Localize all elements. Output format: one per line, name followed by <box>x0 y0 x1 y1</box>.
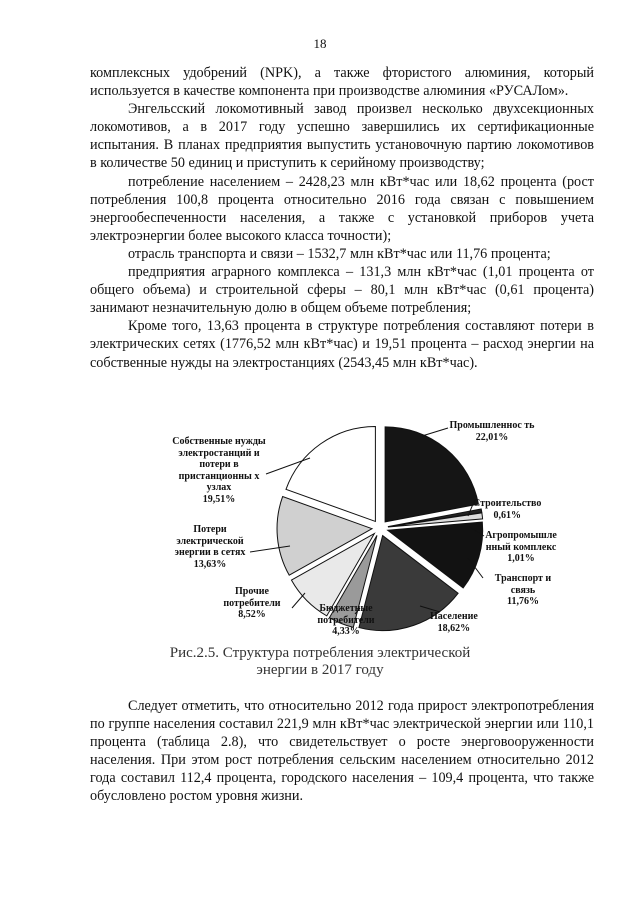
bottom-text-block <box>90 697 594 806</box>
label-own-needs: Собственные нужды электростанций и потери в пристанционны х узлах 19,51% <box>172 436 266 505</box>
top-text-block <box>90 64 594 372</box>
paragraph-population-growth: Следует отметить, что относительно 2012 года прирост электропотребления по группе населения составил 221,9 млн кВт*час электрической энергии или 110,1 процента (таблица 2.8), что свидетельствует о росте энерговооруженности населения. При этом рост потребления сельским населением относительно 2012 года составил 112,4 процента, городского населения – 109,4 процента, что также обусловлено ростом уровня жизни. <box>90 698 594 805</box>
paragraph-population-consumption: потребление населением – 2428,23 млн кВт*час или 18,62 процента (рост потребления 100,8 процента относительно 2016 года связан с повышением энергообеспеченности населения, а также с установкой приборов учета электроэнергии более высокого класса точности); <box>90 173 594 244</box>
label-agro: Агропромышле нный комплекс 1,01% <box>485 530 557 564</box>
paragraph-locomotive-plant: Энгельсский локомотивный завод произвел несколько двухсекционных локомотивов, а в 2017 году успешно завершились их сертификационные испытания. В планах предприятия выпустить установочную партию локомотивов в количестве 50 единиц и приступить к серийному производству; <box>90 101 594 172</box>
label-population: Население 18,62% <box>430 611 478 634</box>
figure-caption-line2: энергии в 2017 году <box>256 662 384 678</box>
label-construction: Строительство 0,61% <box>473 498 542 521</box>
figure-caption-line1: Рис.2.5. Структура потребления электрической <box>169 645 471 661</box>
page-number: 18 <box>313 36 327 51</box>
leader-line-0 <box>422 428 448 436</box>
paragraph-fertilizers: комплексных удобрений (NPK), а также фтористого алюминия, который используется в качестве компонента при производстве алюминия «РУСАЛом». <box>90 65 594 100</box>
label-budget: Бюджетные потребители 4,33% <box>317 603 375 637</box>
label-other: Прочие потребители 8,52% <box>223 586 281 620</box>
label-industry: Промышленнос ть 22,01% <box>449 420 535 443</box>
label-transport: Транспорт и связь 11,76% <box>494 573 552 607</box>
consumption-pie-chart <box>150 418 600 648</box>
paragraph-agro-construction: предприятия аграрного комплекса – 131,3 млн кВт*час (1,01 процента от общего объема) и строительной сферы – 80,1 млн кВт*час (0,61 процента) занимают незначительную долю в общем объеме потребления; <box>90 264 594 317</box>
paragraph-transport: отрасль транспорта и связи – 1532,7 млн кВт*час или 11,76 процента; <box>128 245 551 262</box>
paragraph-losses: Кроме того, 13,63 процента в структуре потребления составляют потери в электрических сетях (1776,52 млн кВт*час) и 19,51 процента – расход энергии на собственные нужды на электростанциях (2543,45 млн кВт*час). <box>90 318 594 371</box>
label-grid-losses: Потери электрической энергии в сетях 13,63% <box>174 524 246 570</box>
